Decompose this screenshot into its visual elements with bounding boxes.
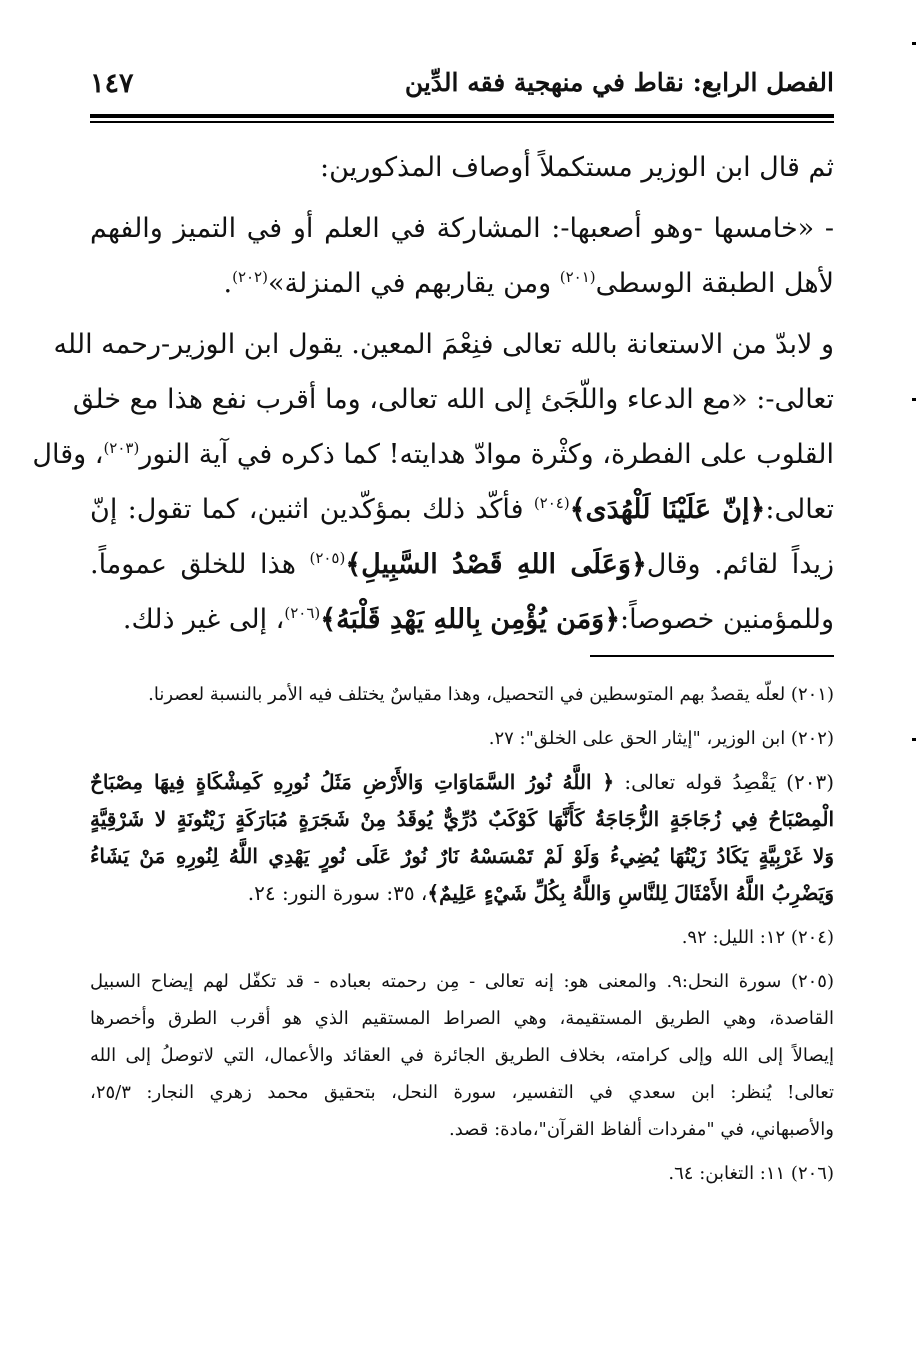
quran-verse: وَلا غَرْبِيَّةٍ يَكَادُ زَيْتُهَا يُضِيءُ وَلَوْ لَمْ تَمْسَسْهُ نَارٌ نُورٌ عَلَى نُورٍ يَهْدِي اللَّهُ لِنُورِهِ مَنْ يَشَاءُ [90, 844, 834, 868]
footnotes [90, 676, 834, 1192]
quran-verse: ﴿ اللَّهُ نُورُ السَّمَاوَاتِ وَالأَرْضِ مَثَلُ نُورِهِ كَمِشْكَاةٍ فِيهَا مِصْبَاحٌ [90, 770, 615, 794]
footnote-separator [590, 655, 834, 657]
quran-verse: ﴿وَعَلَى اللهِ قَصْدُ السَّبِيلِ﴾ [345, 549, 647, 580]
line-text: القلوب على الفطرة، وكثْرة موادّ هدايته! كما ذكره في آية النور [139, 439, 834, 470]
footnote-line: والأصبهاني، في "مفردات ألفاظ القرآن"،مادة: قصد. [449, 1119, 834, 1140]
footnote-ref-206: (٢٠٦) [284, 604, 321, 622]
line-text: ، وقال [32, 439, 104, 470]
footnote-ref-202: (٢٠٢) [232, 268, 268, 286]
line-text: تعالى-: «مع الدعاء واللّجَئ إلى الله تعالى، وما أقرب نفع هذا مع خلق [72, 384, 834, 415]
footnote-line [90, 801, 834, 838]
scan-edge-mark [912, 42, 916, 45]
footnote-203 [90, 764, 834, 801]
line-text: هذا للخلق عموماً. [90, 549, 310, 580]
body-line [53, 317, 834, 372]
body-text [32, 140, 835, 647]
footnote-206: (٢٠٦) ١١: التغابن: ٦٤. [668, 1163, 834, 1184]
quran-verse: وَيَضْرِبُ اللَّهُ الأَمْثَالَ لِلنَّاسِ وَاللَّهُ بِكُلِّ شَيْءٍ عَلِيمٌ﴾ [427, 881, 834, 905]
body-line [90, 201, 834, 256]
line-text: لأهل الطبقة الوسطى [595, 268, 834, 299]
line-text: تعالى: [765, 494, 834, 525]
line-text: وللمؤمنين خصوصاً: [620, 604, 834, 635]
footnote-204: (٢٠٤) ١٢: الليل: ٩٢. [681, 927, 834, 948]
footnote-line: إيصالاً إلى الله وإلى كرامته، بخلاف الطريق الجائرة في العقائد والأعمال، التي لاتوصلُ إلى الله [90, 1045, 834, 1066]
page-header [90, 68, 834, 108]
footnote-202: (٢٠٢) ابن الوزير، "إيثار الحق على الخلق": ٢٧. [488, 728, 834, 749]
line-text: . [223, 268, 233, 299]
footnote-ref-204: (٢٠٤) [533, 494, 570, 512]
body-line [32, 427, 834, 482]
body-line [90, 537, 834, 592]
quran-verse: ﴿إنّ عَلَيْنَا لَلْهُدَى﴾ [569, 494, 766, 525]
body-line [90, 592, 834, 647]
chapter-title: الفصل الرابع: نقاط في منهجية فقه الدِّين [404, 68, 834, 97]
body-line [90, 482, 834, 537]
footnote-205: (٢٠٥) سورة النحل:٩. والمعنى هو: إنه تعالى - مِن رحمته بعباده - قد تكفّل لهم إيضاح السبيل [90, 971, 835, 992]
line-text: و لابدّ من الاستعانة بالله تعالى فنِعْمَ المعين. يقول ابن الوزير-رحمه الله [53, 329, 834, 360]
body-line [90, 256, 834, 311]
footnote-line: تعالى! يُنظر: ابن سعدي في التفسير، سورة النحل، بتحقيق محمد زهري النجار: ٢٥/٣، [90, 1082, 834, 1103]
scan-edge-mark [912, 398, 916, 401]
header-rule-thin [90, 121, 834, 123]
header-rule-thick [90, 114, 834, 118]
page-number: ١٤٧ [90, 68, 134, 99]
body-line [72, 372, 834, 427]
line-text: ، إلى غير ذلك. [122, 604, 285, 635]
line-text: زيداً لقائم. وقال [646, 549, 835, 580]
body-line [90, 140, 834, 195]
line-text: - «خامسها -وهو أصعبها-: المشاركة في العلم أو في التميز والفهم [90, 213, 834, 244]
scan-edge-mark [912, 738, 916, 741]
footnote-text: (٢٠٣) يَقْصِدُ قوله تعالى: [614, 770, 835, 794]
footnote-line [90, 838, 834, 875]
quran-verse: ﴿وَمَن يُؤْمِن بِاللهِ يَهْدِ قَلْبَهُ﴾ [320, 604, 621, 635]
line-text: فأكّد ذلك بمؤكّدين اثنين، كما تقول: إنّ [90, 494, 534, 525]
footnote-line: القاصدة، وهي الطريق المستقيمة، وهي الصراط المستقيم الذي هو أقرب الطرق وأخصرها [90, 1008, 834, 1029]
footnote-ref-201: (٢٠١) [559, 268, 596, 286]
footnote-text: ، ٣٥: سورة النور: ٢٤. [247, 881, 428, 905]
footnote-ref-203: (٢٠٣) [103, 439, 140, 457]
footnote-line [90, 875, 834, 912]
footnote-ref-205: (٢٠٥) [309, 549, 346, 567]
line-text: ومن يقاربهم في المنزلة» [267, 268, 560, 299]
footnote-201: (٢٠١) لعلّه يقصدُ بهم المتوسطين في التحصيل، وهذا مقياسٌ يختلف فيه الأمر بالنسبة لعصرنا. [148, 684, 834, 705]
line-text: ثم قال ابن الوزير مستكملاً أوصاف المذكورين: [320, 152, 834, 183]
quran-verse: الْمِصْبَاحُ فِي زُجَاجَةٍ الزُّجَاجَةُ كَأَنَّهَا كَوْكَبٌ دُرِّيٌّ يُوقَدُ مِنْ شَجَرَةٍ مُبَارَكَةٍ زَيْتُونَةٍ لا شَرْقِيَّةٍ [90, 807, 835, 831]
